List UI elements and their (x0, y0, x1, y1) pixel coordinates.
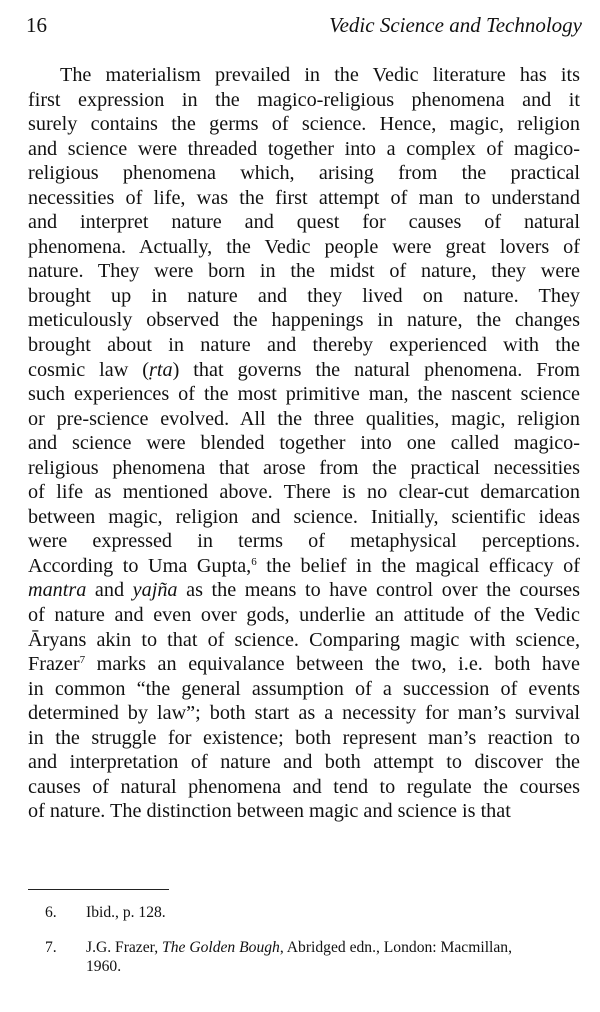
paragraph-line: and interpret nature and quest for causes of natural (28, 211, 580, 234)
footnote-year: 1960. (86, 958, 122, 975)
paragraph-line: nature. They were born in the midst of nature, they were (28, 260, 580, 283)
page-header (26, 10, 582, 40)
paragraph-line: necessities of life, was the first attempt of man to understand (28, 186, 580, 209)
paragraph-line: and interpretation of nature and both attempt to discover the (28, 751, 580, 774)
frazer-suffix: marks an equivalance between the two, i.e. both have (85, 653, 580, 676)
uma-gupta-suffix: the belief in the magical efficacy of (256, 554, 580, 577)
paragraph-line: and science were threaded together into a complex of magico- (28, 137, 580, 160)
running-head: Vedic Science and Technology (329, 13, 582, 37)
footnote-number: 7. (45, 939, 57, 956)
mantra-and: and (86, 579, 133, 602)
paragraph-line: religious phenomena which, arising from the practical (28, 162, 580, 185)
footnote-publication: , Abridged edn., London: Macmillan, (279, 939, 512, 956)
footnote-7 (45, 938, 580, 976)
main-paragraph (28, 63, 580, 824)
paragraph-line: between magic, religion and science. Initially, scientific ideas (28, 505, 580, 528)
paragraph-line: of nature and even over gods, underlie an attitude of the Vedic (28, 604, 580, 627)
footnote-line (86, 938, 580, 957)
paragraph-line: brought about in nature and thereby experienced with the (28, 334, 580, 357)
page-number: 16 (26, 13, 47, 37)
footnote-author: J.G. Frazer, (86, 939, 163, 956)
paragraph-line: or pre-science evolved. All the three qualities, magic, religion (28, 407, 580, 430)
footnote-marker-6: 6 (251, 555, 257, 568)
italic-yajna: yajña (132, 579, 178, 602)
rta-suffix: ) that governs the natural phenomena. From (172, 358, 580, 381)
footnote-text: Ibid., p. 128. (86, 904, 166, 921)
paragraph-line: such experiences of the most primitive man, the nascent science (28, 383, 580, 406)
paragraph-line: religious phenomena that arose from the practical necessities (28, 456, 580, 479)
paragraph-line: of nature. The distinction between magic and science is that (28, 800, 511, 823)
paragraph-line: The materialism prevailed in the Vedic literature has its (60, 64, 580, 86)
footnotes (45, 903, 580, 992)
book-title: The Golden Bough (162, 939, 280, 956)
paragraph-line: determined by law”; both start as a necessity for man’s survival (28, 702, 580, 725)
paragraph-line: of life as mentioned above. There is no clear-cut demarcation (28, 481, 580, 504)
italic-rta: ṛta (149, 358, 173, 381)
uma-gupta-prefix: According to Uma Gupta, (28, 554, 252, 577)
paragraph-line: phenomena. Actually, the Vedic people were great lovers of (28, 235, 580, 258)
paragraph-line: Āryans akin to that of science. Comparing magic with science, (28, 628, 580, 651)
paragraph-line: in common “the general assumption of a succession of events (28, 677, 580, 700)
footnote-divider (28, 889, 169, 890)
paragraph-line: in the struggle for existence; both represent man’s reaction to (28, 726, 580, 749)
footnote-6 (45, 903, 580, 922)
footnote-number: 6. (45, 904, 57, 921)
paragraph-line-mantra (28, 578, 580, 603)
italic-mantra: mantra (28, 579, 87, 602)
paragraph-line: were expressed in terms of metaphysical perceptions. (28, 530, 580, 553)
footnote-marker-7: 7 (79, 654, 86, 667)
paragraph-line-footnote-6 (28, 554, 580, 579)
paragraph-line: brought up in nature and they lived on nature. They (28, 284, 580, 307)
rta-prefix: cosmic law ( (28, 358, 150, 381)
footnote-text (86, 938, 580, 976)
paragraph-line-footnote-7 (28, 652, 580, 677)
paragraph-line: causes of natural phenomena and tend to regulate the courses (28, 775, 580, 798)
paragraph-line-rta (28, 358, 580, 383)
paragraph-line: first expression in the magico-religious phenomena and it (28, 88, 580, 111)
paragraph-line: and science were blended together into one called magico- (28, 432, 580, 455)
paragraph-line: surely contains the germs of science. Hence, magic, religion (28, 113, 580, 136)
frazer-prefix: Frazer (28, 653, 80, 676)
paragraph-line: meticulously observed the happenings in nature, the changes (28, 309, 580, 332)
mantra-suffix: as the means to have control over the courses (177, 579, 580, 602)
